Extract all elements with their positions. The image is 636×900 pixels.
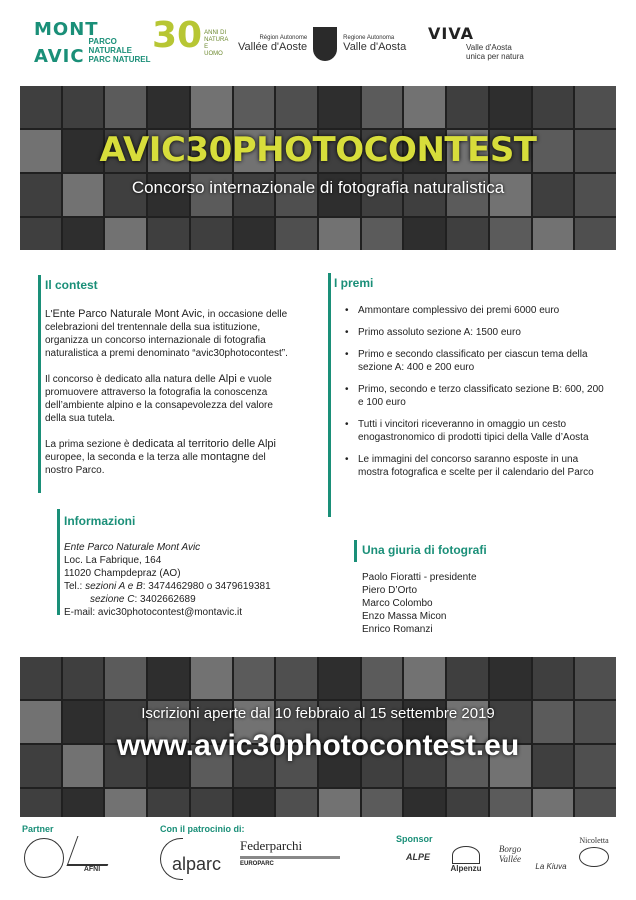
viva-sub-2: unica per natura — [466, 52, 524, 61]
info-tel-a: Tel.: sezioni A e B: 3474462980 o 3479619381 — [64, 581, 271, 592]
top-photo-banner — [20, 86, 616, 250]
partner-park-logo-icon — [24, 838, 64, 878]
jury-heading: Una giuria di fotografi — [362, 543, 487, 557]
nicoletta-logo: Nicoletta — [568, 836, 620, 867]
prize-item: • Le immagini del concorso saranno esposte in una mostra fotografica e scelte per il calendario del Parco — [345, 453, 607, 479]
thirty-sub-1: ANNI DI — [204, 30, 227, 36]
info-body — [64, 541, 324, 619]
thirty-sub-2: NATURA — [204, 37, 229, 43]
afni-mark-icon — [66, 836, 118, 866]
region-big-left: Vallée d'Aoste — [238, 41, 308, 53]
prize-item: • Primo, secondo e terzo classificato sezione B: 600, 200 e 100 euro — [345, 383, 607, 409]
logo-text-mont: MONT — [34, 19, 99, 40]
contest-body — [45, 308, 295, 490]
alpenzu-logo: Alpenzu — [446, 846, 486, 873]
contest-heading: Il contest — [45, 278, 98, 292]
logo-parco-fr: PARC NATUREL — [88, 55, 151, 64]
info-address-1: Loc. La Fabrique, 164 — [64, 555, 162, 566]
info-tel-c: sezione C: 3402662689 — [90, 594, 196, 605]
info-section-bar — [57, 509, 60, 615]
prize-item: • Primo e secondo classificato per ciascun tema della sezione A: 400 e 200 euro — [345, 348, 607, 374]
bottom-photo-banner — [20, 657, 616, 817]
contest-subtitle: Concorso internazionale di fotografia naturalistica — [131, 178, 505, 197]
registration-dates: Iscrizioni aperte dal 10 febbraio al 15 settembre 2019 — [141, 705, 495, 722]
jury-member: Enzo Massa Micon — [362, 611, 447, 622]
region-small-left: Région Autonome — [259, 35, 308, 41]
mont-avic-logo — [34, 19, 154, 67]
prize-item: • Primo assoluto sezione A: 1500 euro — [345, 326, 607, 339]
info-email: E-mail: avic30photocontest@montavic.it — [64, 607, 243, 618]
jury-member: Piero D’Orto — [362, 585, 418, 596]
patrocinio-label: Con il patrocinio di: — [160, 824, 245, 834]
jury-list — [362, 571, 602, 636]
viva-word: VIVA — [428, 24, 475, 43]
website-url: www.avic30photocontest.eu — [116, 729, 520, 762]
jury-member: Marco Colombo — [362, 598, 433, 609]
thirty-sub-3: E UOMO — [204, 44, 223, 57]
prizes-list — [345, 304, 607, 488]
thirty-number: 30 — [152, 15, 203, 56]
logo-parco-it: PARCO NATURALE — [88, 37, 132, 55]
prizes-heading: I premi — [334, 276, 374, 290]
info-heading: Informazioni — [64, 514, 136, 528]
region-logo — [238, 22, 408, 66]
region-big-right: Valle d'Aosta — [343, 41, 407, 53]
info-org: Ente Parco Naturale Mont Avic — [64, 542, 201, 553]
info-address-2: 11020 Champdepraz (AO) — [64, 568, 181, 579]
region-crest-icon — [313, 27, 337, 61]
alpe-logo: ALPE — [405, 852, 430, 862]
jury-member: Paolo Fioratti - presidente — [362, 572, 477, 583]
region-small-right: Regione Autonoma — [343, 35, 395, 41]
contest-paragraph-3: La prima sezione è dedicata al territorio delle Alpi europee, la seconda e la terza alle montagne del nostro Parco. — [45, 438, 276, 476]
jury-member: Enrico Romanzi — [362, 624, 433, 635]
prizes-section-bar — [328, 273, 331, 517]
federparchi-logo: Federparchi EUROPARC — [240, 838, 340, 867]
prize-item: • Tutti i vincitori riceveranno in omaggio un cesto enogastronomico di prodotti tipici della Valle d’Aosta — [345, 418, 607, 444]
sponsor-label: Sponsor — [396, 834, 433, 844]
park-name: Ente Parco Naturale Mont Avic — [52, 308, 203, 320]
la-kiuva-logo: La Kiuva — [535, 862, 567, 871]
viva-logo — [428, 24, 538, 68]
alparc-logo: alparc — [160, 838, 230, 882]
contest-paragraph-2: Il concorso è dedicato alla natura delle Alpi e vuole promuovere attraverso la fotografia la conoscenza dell’ambiente alpino e la consapevolezza del valore della sua tutela. — [45, 373, 273, 424]
afni-logo: AFNI — [68, 836, 116, 873]
contest-paragraph-1: L'Ente Parco Naturale Mont Avic, in occasione delle celebrazioni del trentennale della sua istituzione, organizza un concorso internazionale di fotografia naturalistica a premi denominato “avic30photocontest”. — [45, 308, 288, 359]
viva-sub-1: Valle d'Aosta — [466, 43, 512, 52]
logo-text-avic: AVIC — [34, 46, 85, 67]
borgo-vallee-logo: Borgo Vallée — [498, 844, 522, 864]
partner-label: Partner — [22, 824, 54, 834]
thirty-years-logo — [152, 15, 229, 68]
jury-section-bar — [354, 540, 357, 562]
contest-section-bar — [38, 275, 41, 493]
prize-item: • Ammontare complessivo dei premi 6000 euro — [345, 304, 607, 317]
contest-title: AVIC30PHOTOCONTEST — [99, 130, 537, 170]
